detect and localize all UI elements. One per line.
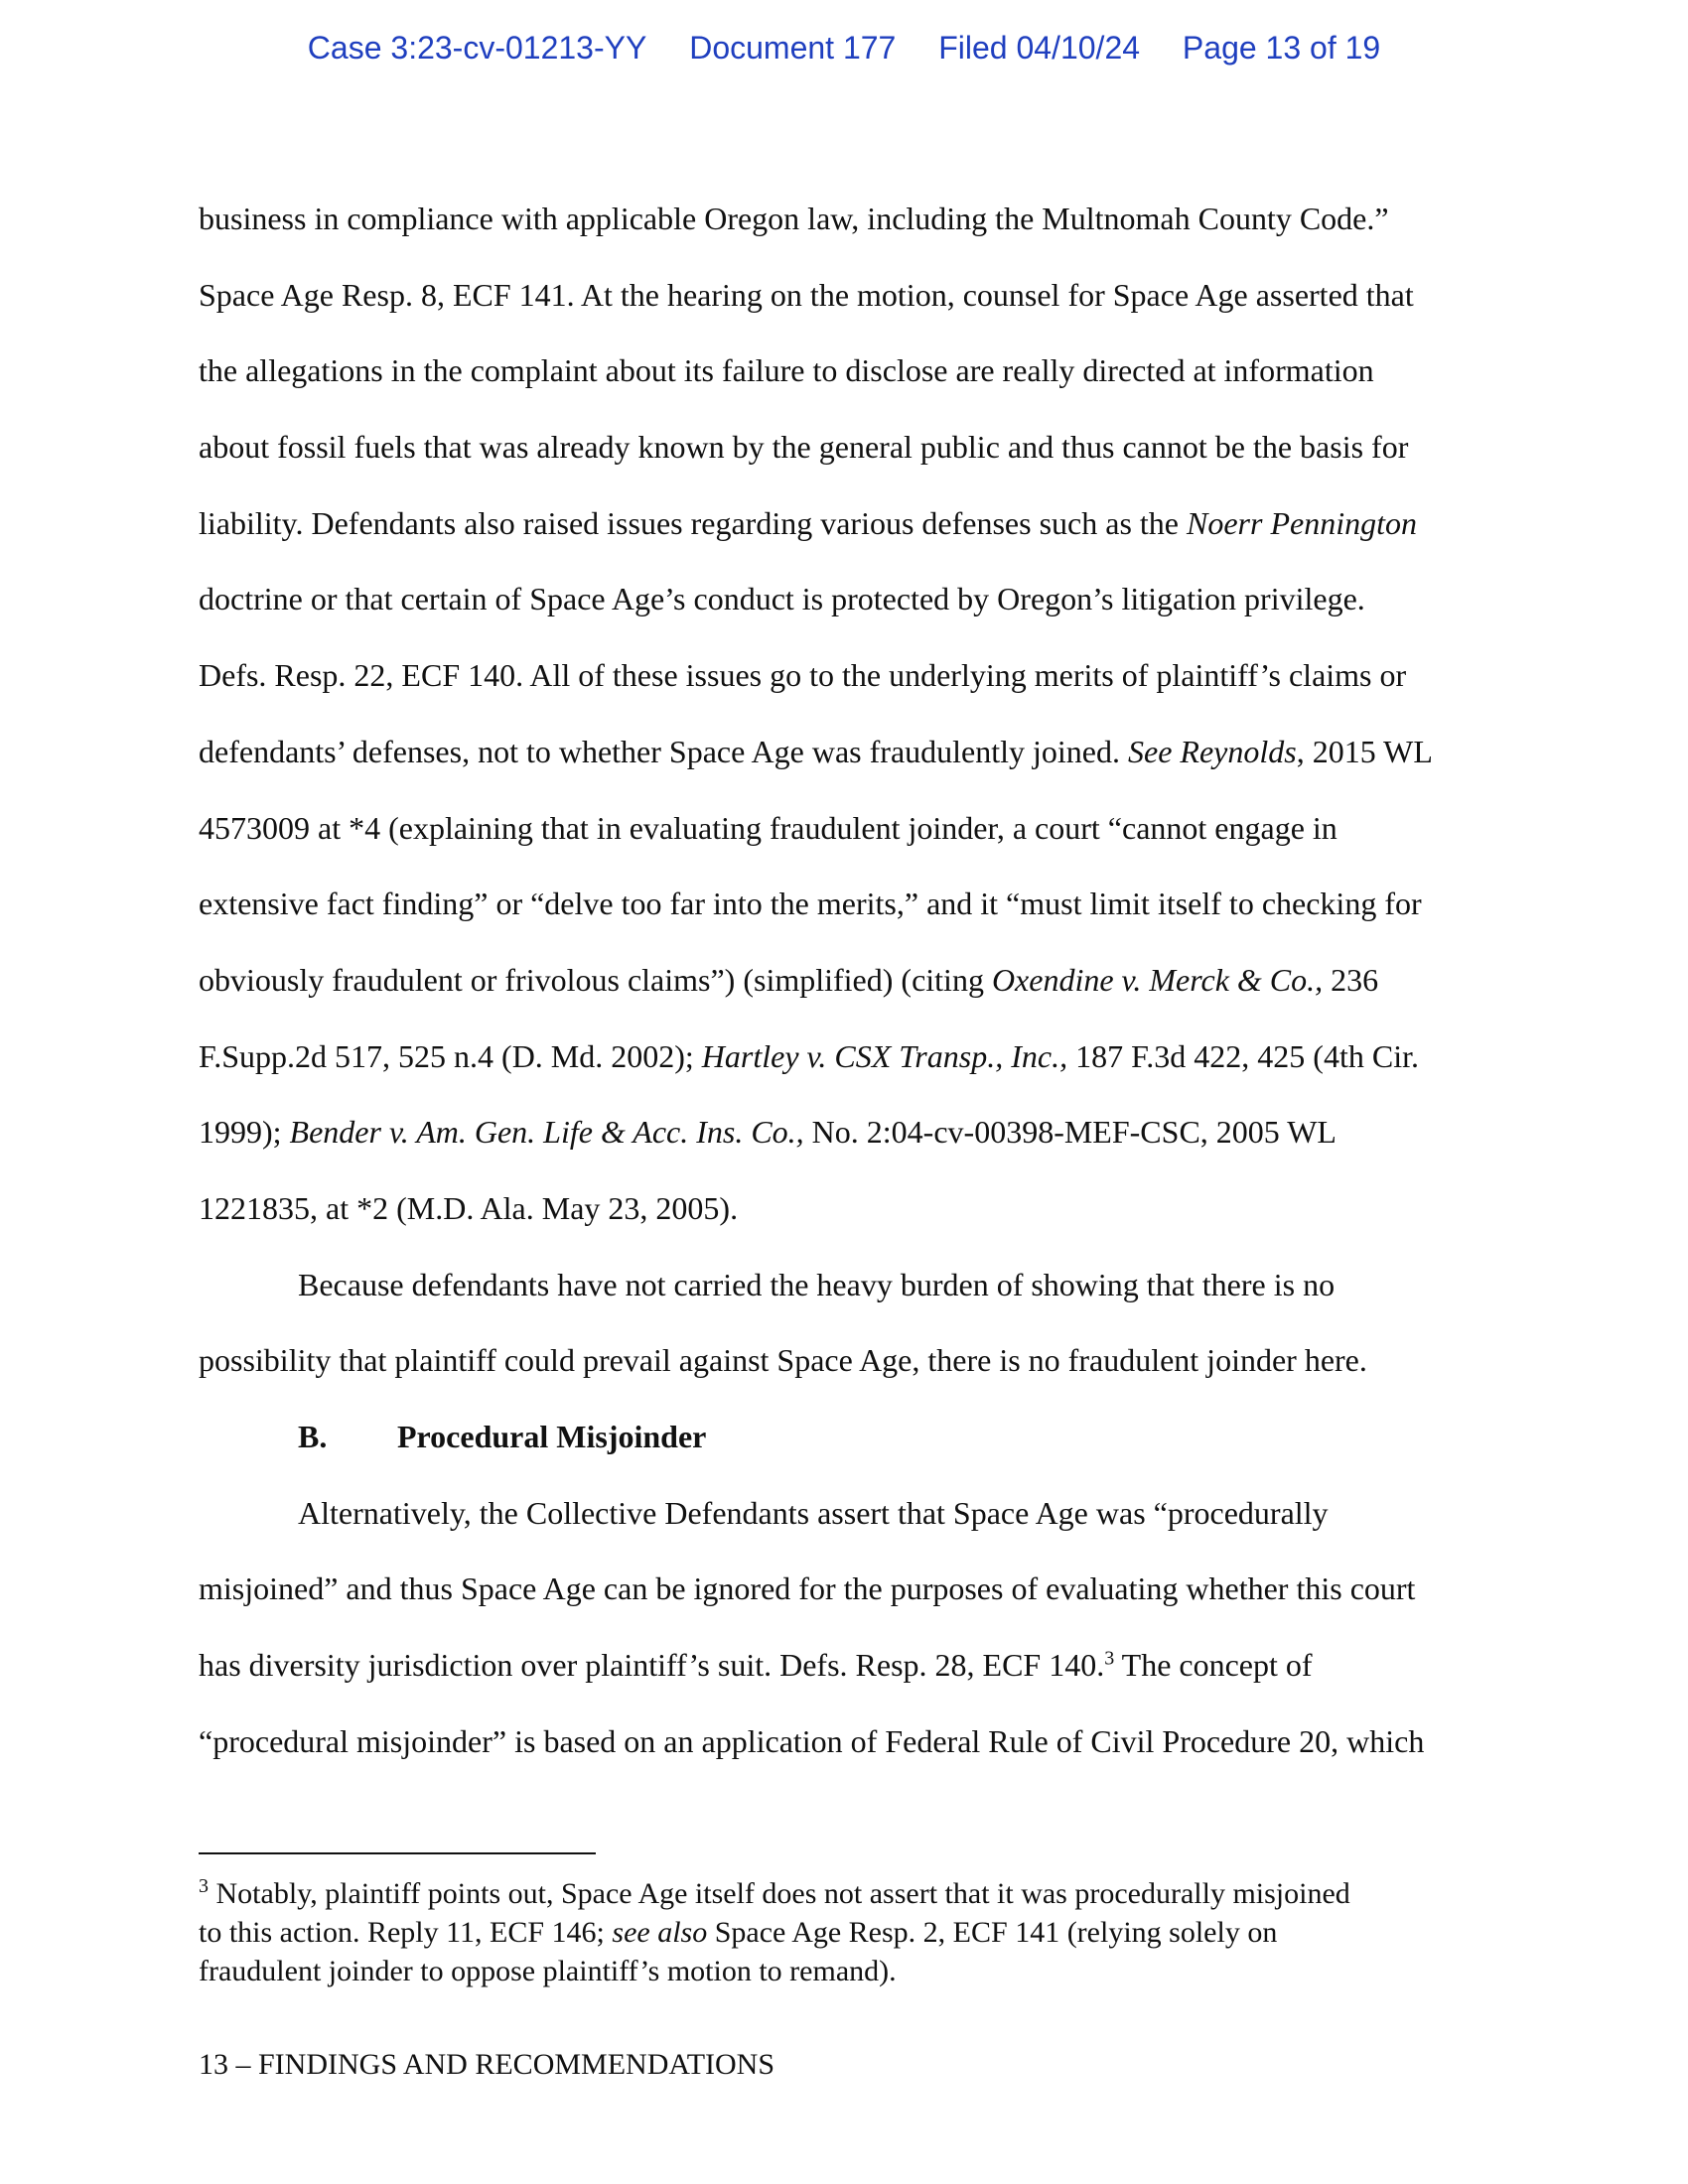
text-line: misjoined” and thus Space Age can be ignored for the purposes of evaluating whether this court [199,1570,1416,1607]
text-line: extensive fact finding” or “delve too far into the merits,” and it “must limit itself to checking for [199,886,1422,922]
text-line: Space Age Resp. 8, ECF 141. At the hearing on the motion, counsel for Space Age asserted that [199,276,1414,313]
case-number: Case 3:23-cv-01213-YY [307,30,647,66]
page-number: Page 13 of 19 [1182,30,1381,66]
text-line: the allegations in the complaint about its failure to disclose are really directed at information [199,352,1374,389]
text-line: possibility that plaintiff could prevail against Space Age, there is no fraudulent joinder here. [199,1342,1367,1379]
text-line: “procedural misjoinder” is based on an application of Federal Rule of Civil Procedure 20, which [199,1722,1425,1759]
footnote-line: to this action. Reply 11, ECF 146; see also Space Age Resp. 2, ECF 141 (relying solely on [199,1916,1278,1949]
text-line: 1221835, at *2 (M.D. Ala. May 23, 2005). [199,1189,739,1226]
text-line: Defs. Resp. 22, ECF 140. All of these issues go to the underlying merits of plaintiff’s claims or [199,657,1407,694]
court-filing-header [0,30,1688,67]
footnote-divider [199,1852,596,1854]
page-footer: 13 – FINDINGS AND RECOMMENDATIONS [199,2048,775,2081]
text-line: Because defendants have not carried the heavy burden of showing that there is no [298,1266,1336,1302]
section-heading [199,1407,1494,1483]
text-line: defendants’ defenses, not to whether Space Age was fraudulently joined. See Reynolds, 2015 WL [199,733,1433,769]
text-line: about fossil fuels that was already known by the general public and thus cannot be the basis for [199,429,1409,466]
case-citation: See Reynolds [1128,733,1297,769]
text-line: Alternatively, the Collective Defendants assert that Space Age was “procedurally [298,1494,1329,1531]
footnote-line: $^3$ Notably, plaintiff points out, Space Age itself does not assert that it was procedurally misjoined [199,1875,1350,1910]
text-line: F.Supp.2d 517, 525 n.4 (D. Md. 2002); Hartley v. CSX Transp., Inc., 187 F.3d 422, 425 (4th Cir. [199,1037,1419,1074]
section-title: Procedural Misjoinder [397,1419,707,1454]
body-text [199,189,1494,1787]
text-line: business in compliance with applicable Oregon law, including the Multnomah County Code.” [199,201,1389,236]
text-line: 1999); Bender v. Am. Gen. Life & Acc. Ins. Co., No. 2:04-cv-00398-MEF-CSC, 2005 WL [199,1114,1336,1151]
filed-date: Filed 04/10/24 [938,30,1141,66]
text-line: doctrine or that certain of Space Age’s conduct is protected by Oregon’s litigation privilege. [199,581,1365,617]
document-number: Document 177 [689,30,897,66]
footnote-line: fraudulent joinder to oppose plaintiff’s motion to remand). [199,1955,897,1987]
text-line: has diversity jurisdiction over plaintiff’s suit. Defs. Resp. 28, ECF 140.$^3$ The concept of [199,1647,1313,1684]
footnote-ref: 3 [1104,1647,1115,1670]
text-line: 4573009 at *4 (explaining that in evaluating fraudulent joinder, a court “cannot engage in [199,809,1337,846]
case-citation: Hartley v. CSX Transp., Inc., [701,1037,1068,1074]
text-line: obviously fraudulent or frivolous claims”) (simplified) (citing Oxendine v. Merck & Co., 236 [199,961,1379,998]
footnote-number: 3 [199,1875,209,1897]
case-citation: Bender v. Am. Gen. Life & Acc. Ins. Co., [289,1114,804,1151]
section-label: B. [298,1419,328,1454]
case-citation: Noerr Pennington [1186,504,1417,541]
footnote [199,1874,1509,1990]
case-citation: Oxendine v. Merck & Co., [991,961,1324,998]
text-line: liability. Defendants also raised issues regarding various defenses such as the Noerr Pennington [199,504,1417,541]
